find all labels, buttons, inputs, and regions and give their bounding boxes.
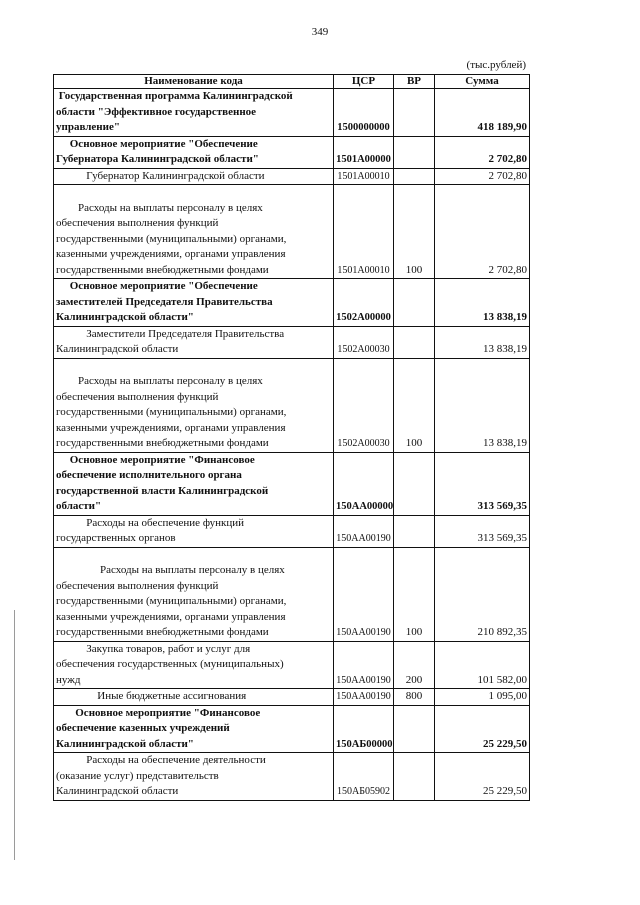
header-vr: ВР <box>394 75 435 89</box>
row-vr <box>394 452 435 515</box>
row-name: Иные бюджетные ассигнования <box>54 689 334 706</box>
table-header <box>54 75 530 89</box>
page-number: 349 <box>311 26 329 38</box>
table-row <box>54 515 530 547</box>
row-csr: 1500000000 <box>334 89 394 137</box>
row-name: Основное мероприятие "Обеспечение заместителей Председателя Правительства Калининградской области" <box>54 279 334 327</box>
row-sum: 313 569,35 <box>435 452 530 515</box>
row-sum: 13 838,19 <box>435 279 530 327</box>
row-vr <box>394 168 435 185</box>
row-name: Основное мероприятие "Финансовое обеспечение казенных учреждений Калининградской области" <box>54 705 334 753</box>
table-body <box>54 89 530 801</box>
table-row <box>54 689 530 706</box>
table-row <box>54 641 530 689</box>
row-csr: 150AA00000 <box>334 452 394 515</box>
row-name: Расходы на выплаты персоналу в целях обеспечения выполнения функций государственными (муниципальными) органами, казенными учреждениями, органами управления государственными внебюджетными фондами <box>54 358 334 452</box>
row-sum: 13 838,19 <box>435 358 530 452</box>
row-sum: 418 189,90 <box>435 89 530 137</box>
row-vr <box>394 515 435 547</box>
table-row <box>54 358 530 452</box>
row-name: Расходы на выплаты персоналу в целях обеспечения выполнения функций государственными (муниципальными) органами, казенными учреждениями, органами управления государственными внебюджетными фондами <box>54 547 334 641</box>
header-csr: ЦСР <box>334 75 394 89</box>
table-row <box>54 185 530 279</box>
row-vr <box>394 89 435 137</box>
row-csr: 1502A00000 <box>334 279 394 327</box>
table-row <box>54 168 530 185</box>
budget-table <box>53 74 530 801</box>
row-csr: 1501A00010 <box>334 185 394 279</box>
row-name: Основное мероприятие "Обеспечение Губернатора Калининградской области" <box>54 136 334 168</box>
table-row <box>54 705 530 753</box>
row-csr: 150AA00190 <box>334 547 394 641</box>
row-name: Основное мероприятие "Финансовое обеспечение исполнительного органа государственной власти Калининградской области" <box>54 452 334 515</box>
row-csr: 1502A00030 <box>334 326 394 358</box>
row-sum: 101 582,00 <box>435 641 530 689</box>
row-vr <box>394 753 435 801</box>
row-csr: 1502A00030 <box>334 358 394 452</box>
header-row <box>54 75 530 89</box>
row-sum: 2 702,80 <box>435 168 530 185</box>
row-vr <box>394 279 435 327</box>
row-name: Государственная программа Калининградской области "Эффективное государственное управление" <box>54 89 334 137</box>
row-vr: 100 <box>394 547 435 641</box>
row-sum: 25 229,50 <box>435 705 530 753</box>
row-csr: 1501A00010 <box>334 168 394 185</box>
row-csr: 150AA00190 <box>334 689 394 706</box>
row-csr: 1501A00000 <box>334 136 394 168</box>
row-sum: 1 095,00 <box>435 689 530 706</box>
row-sum: 313 569,35 <box>435 515 530 547</box>
row-sum: 2 702,80 <box>435 136 530 168</box>
row-vr: 200 <box>394 641 435 689</box>
row-name: Заместители Председателя Правительства Калининградской области <box>54 326 334 358</box>
table-row <box>54 89 530 137</box>
row-csr: 150AБ05902 <box>334 753 394 801</box>
row-sum: 2 702,80 <box>435 185 530 279</box>
row-vr: 800 <box>394 689 435 706</box>
row-name: Расходы на обеспечение функций государственных органов <box>54 515 334 547</box>
table-row <box>54 326 530 358</box>
table-row <box>54 452 530 515</box>
row-name: Закупка товаров, работ и услуг для обеспечения государственных (муниципальных) нужд <box>54 641 334 689</box>
table-row <box>54 547 530 641</box>
row-csr: 150AБ00000 <box>334 705 394 753</box>
row-csr: 150AA00190 <box>334 515 394 547</box>
row-name: Расходы на выплаты персоналу в целях обеспечения выполнения функций государственными (муниципальными) органами, казенными учреждениями, органами управления государственными внебюджетными фондами <box>54 185 334 279</box>
row-vr <box>394 705 435 753</box>
table-row <box>54 279 530 327</box>
row-sum: 25 229,50 <box>435 753 530 801</box>
units-label: (тыс.рублей) <box>466 59 526 71</box>
table-row <box>54 136 530 168</box>
row-csr: 150AA00190 <box>334 641 394 689</box>
row-sum: 13 838,19 <box>435 326 530 358</box>
header-sum: Сумма <box>435 75 530 89</box>
scan-margin-mark <box>14 610 15 860</box>
row-sum: 210 892,35 <box>435 547 530 641</box>
row-name: Расходы на обеспечение деятельности (оказание услуг) представительств Калининградской области <box>54 753 334 801</box>
table-row <box>54 753 530 801</box>
row-name: Губернатор Калининградской области <box>54 168 334 185</box>
row-vr: 100 <box>394 185 435 279</box>
header-name: Наименование кода <box>54 75 334 89</box>
row-vr <box>394 326 435 358</box>
row-vr: 100 <box>394 358 435 452</box>
row-vr <box>394 136 435 168</box>
